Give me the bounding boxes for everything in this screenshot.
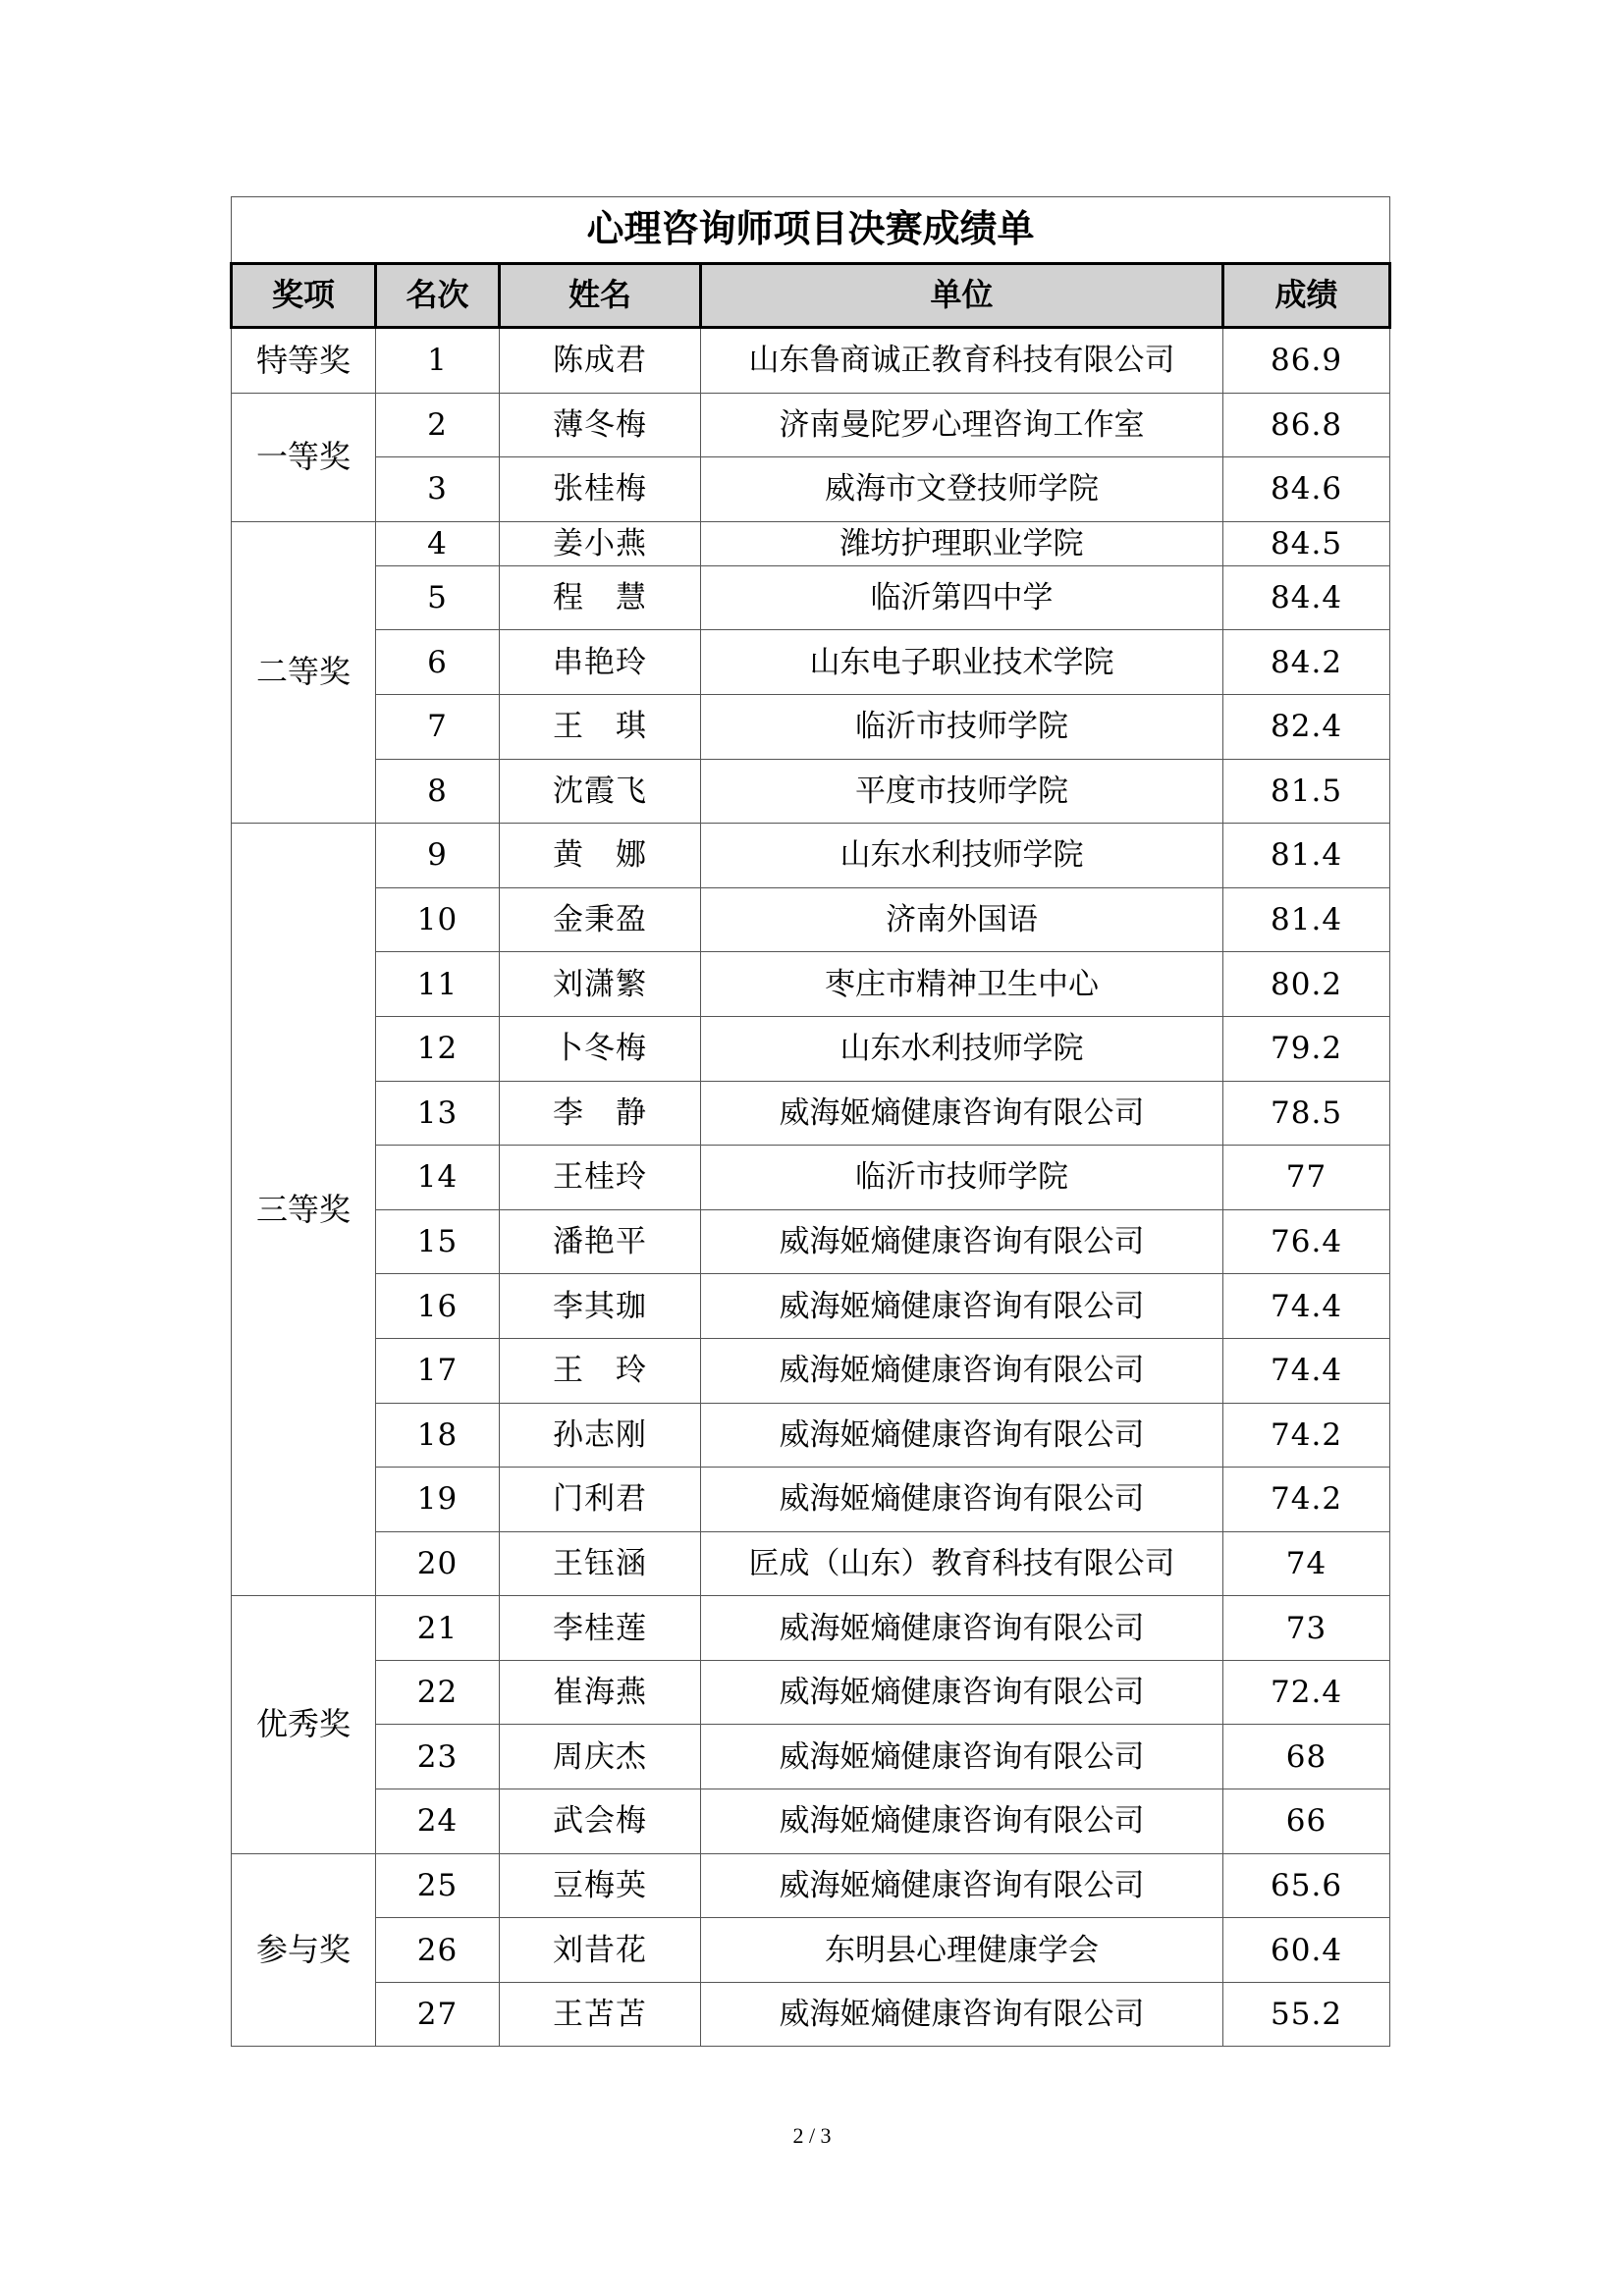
- header-name: 姓名: [500, 264, 701, 328]
- table-row: [232, 1016, 1390, 1081]
- unit-cell: 平度市技师学院: [701, 759, 1223, 824]
- score-cell: 79.2: [1223, 1016, 1390, 1081]
- table-row: [232, 1982, 1390, 2047]
- unit-cell: 东明县心理健康学会: [701, 1918, 1223, 1983]
- table-row: [232, 887, 1390, 952]
- table-row: [232, 824, 1390, 888]
- name-cell: 潘艳平: [500, 1209, 701, 1274]
- results-table: [230, 196, 1391, 2047]
- unit-cell: 临沂市技师学院: [701, 1146, 1223, 1210]
- table-row: [232, 1403, 1390, 1468]
- table-row: [232, 1274, 1390, 1339]
- unit-cell: 威海姬熵健康咨询有限公司: [701, 1725, 1223, 1789]
- table-row: [232, 1531, 1390, 1596]
- rank-cell: 10: [376, 887, 500, 952]
- score-cell: 74.4: [1223, 1274, 1390, 1339]
- score-cell: 60.4: [1223, 1918, 1390, 1983]
- unit-cell: 临沂第四中学: [701, 565, 1223, 630]
- rank-cell: 22: [376, 1660, 500, 1725]
- name-cell: 程 慧: [500, 565, 701, 630]
- table-row: [232, 759, 1390, 824]
- rank-cell: 16: [376, 1274, 500, 1339]
- table-row: [232, 1338, 1390, 1403]
- score-cell: 68: [1223, 1725, 1390, 1789]
- score-cell: 78.5: [1223, 1081, 1390, 1146]
- header-award: 奖项: [232, 264, 376, 328]
- unit-cell: 威海姬熵健康咨询有限公司: [701, 1468, 1223, 1532]
- rank-cell: 6: [376, 630, 500, 695]
- score-cell: 80.2: [1223, 952, 1390, 1017]
- name-cell: 刘潇繁: [500, 952, 701, 1017]
- table-row: [232, 1209, 1390, 1274]
- table-row: [232, 694, 1390, 759]
- table-row: [232, 328, 1390, 394]
- header-score: 成绩: [1223, 264, 1390, 328]
- name-cell: 孙志刚: [500, 1403, 701, 1468]
- rank-cell: 13: [376, 1081, 500, 1146]
- name-cell: 金秉盈: [500, 887, 701, 952]
- name-cell: 沈霞飞: [500, 759, 701, 824]
- rank-cell: 15: [376, 1209, 500, 1274]
- table-row: [232, 1725, 1390, 1789]
- name-cell: 崔海燕: [500, 1660, 701, 1725]
- table-row: [232, 565, 1390, 630]
- rank-cell: 3: [376, 457, 500, 522]
- header-row: [232, 264, 1390, 328]
- table-row: [232, 1918, 1390, 1983]
- rank-cell: 21: [376, 1596, 500, 1661]
- unit-cell: 威海姬熵健康咨询有限公司: [701, 1081, 1223, 1146]
- score-cell: 65.6: [1223, 1853, 1390, 1918]
- results-body: [232, 328, 1390, 2047]
- score-cell: 74: [1223, 1531, 1390, 1596]
- award-level: 三等奖: [232, 824, 376, 1596]
- table-row: [232, 1081, 1390, 1146]
- name-cell: 豆梅英: [500, 1853, 701, 1918]
- header-unit: 单位: [701, 264, 1223, 328]
- name-cell: 王桂玲: [500, 1146, 701, 1210]
- unit-cell: 匠成（山东）教育科技有限公司: [701, 1531, 1223, 1596]
- score-cell: 81.5: [1223, 759, 1390, 824]
- score-cell: 81.4: [1223, 824, 1390, 888]
- rank-cell: 5: [376, 565, 500, 630]
- score-cell: 84.5: [1223, 521, 1390, 565]
- unit-cell: 威海市文登技师学院: [701, 457, 1223, 522]
- score-cell: 74.4: [1223, 1338, 1390, 1403]
- table-row: [232, 1468, 1390, 1532]
- name-cell: 李桂莲: [500, 1596, 701, 1661]
- page-number: 2 / 3: [792, 2123, 832, 2148]
- name-cell: 姜小燕: [500, 521, 701, 565]
- rank-cell: 2: [376, 393, 500, 457]
- rank-cell: 11: [376, 952, 500, 1017]
- table-row: [232, 393, 1390, 457]
- table-row: [232, 1596, 1390, 1661]
- name-cell: 王 琪: [500, 694, 701, 759]
- name-cell: 门利君: [500, 1468, 701, 1532]
- table-row: [232, 1789, 1390, 1854]
- rank-cell: 1: [376, 328, 500, 394]
- name-cell: 李 静: [500, 1081, 701, 1146]
- header-rank: 名次: [376, 264, 500, 328]
- page-title: 心理咨询师项目决赛成绩单: [232, 197, 1390, 264]
- name-cell: 王苫苫: [500, 1982, 701, 2047]
- score-cell: 76.4: [1223, 1209, 1390, 1274]
- award-level: 一等奖: [232, 393, 376, 521]
- name-cell: 武会梅: [500, 1789, 701, 1854]
- score-cell: 74.2: [1223, 1403, 1390, 1468]
- award-level: 优秀奖: [232, 1596, 376, 1853]
- score-cell: 72.4: [1223, 1660, 1390, 1725]
- unit-cell: 威海姬熵健康咨询有限公司: [701, 1982, 1223, 2047]
- rank-cell: 7: [376, 694, 500, 759]
- rank-cell: 4: [376, 521, 500, 565]
- score-cell: 55.2: [1223, 1982, 1390, 2047]
- score-cell: 86.8: [1223, 393, 1390, 457]
- score-cell: 82.4: [1223, 694, 1390, 759]
- unit-cell: 山东水利技师学院: [701, 824, 1223, 888]
- name-cell: 王 玲: [500, 1338, 701, 1403]
- unit-cell: 威海姬熵健康咨询有限公司: [701, 1789, 1223, 1854]
- unit-cell: 威海姬熵健康咨询有限公司: [701, 1403, 1223, 1468]
- award-level: 参与奖: [232, 1853, 376, 2047]
- name-cell: 张桂梅: [500, 457, 701, 522]
- unit-cell: 济南曼陀罗心理咨询工作室: [701, 393, 1223, 457]
- table-row: [232, 1146, 1390, 1210]
- table-row: [232, 1660, 1390, 1725]
- score-cell: 86.9: [1223, 328, 1390, 394]
- name-cell: 王钰涵: [500, 1531, 701, 1596]
- unit-cell: 威海姬熵健康咨询有限公司: [701, 1209, 1223, 1274]
- award-level: 二等奖: [232, 521, 376, 823]
- rank-cell: 9: [376, 824, 500, 888]
- score-cell: 74.2: [1223, 1468, 1390, 1532]
- rank-cell: 27: [376, 1982, 500, 2047]
- score-cell: 84.4: [1223, 565, 1390, 630]
- score-cell: 81.4: [1223, 887, 1390, 952]
- rank-cell: 20: [376, 1531, 500, 1596]
- unit-cell: 山东水利技师学院: [701, 1016, 1223, 1081]
- name-cell: 李其珈: [500, 1274, 701, 1339]
- unit-cell: 临沂市技师学院: [701, 694, 1223, 759]
- unit-cell: 威海姬熵健康咨询有限公司: [701, 1338, 1223, 1403]
- table-row: [232, 457, 1390, 522]
- rank-cell: 17: [376, 1338, 500, 1403]
- rank-cell: 18: [376, 1403, 500, 1468]
- table-row: [232, 630, 1390, 695]
- score-cell: 84.2: [1223, 630, 1390, 695]
- score-cell: 84.6: [1223, 457, 1390, 522]
- name-cell: 黄 娜: [500, 824, 701, 888]
- unit-cell: 威海姬熵健康咨询有限公司: [701, 1596, 1223, 1661]
- award-level: 特等奖: [232, 328, 376, 394]
- unit-cell: 威海姬熵健康咨询有限公司: [701, 1660, 1223, 1725]
- unit-cell: 山东鲁商诚正教育科技有限公司: [701, 328, 1223, 394]
- table-row: [232, 952, 1390, 1017]
- rank-cell: 25: [376, 1853, 500, 1918]
- name-cell: 卜冬梅: [500, 1016, 701, 1081]
- table-row: [232, 521, 1390, 565]
- unit-cell: 山东电子职业技术学院: [701, 630, 1223, 695]
- rank-cell: 19: [376, 1468, 500, 1532]
- unit-cell: 枣庄市精神卫生中心: [701, 952, 1223, 1017]
- score-cell: 73: [1223, 1596, 1390, 1661]
- name-cell: 刘昔花: [500, 1918, 701, 1983]
- rank-cell: 24: [376, 1789, 500, 1854]
- rank-cell: 23: [376, 1725, 500, 1789]
- name-cell: 串艳玲: [500, 630, 701, 695]
- rank-cell: 14: [376, 1146, 500, 1210]
- name-cell: 陈成君: [500, 328, 701, 394]
- rank-cell: 12: [376, 1016, 500, 1081]
- score-cell: 66: [1223, 1789, 1390, 1854]
- unit-cell: 威海姬熵健康咨询有限公司: [701, 1853, 1223, 1918]
- rank-cell: 8: [376, 759, 500, 824]
- score-cell: 77: [1223, 1146, 1390, 1210]
- unit-cell: 潍坊护理职业学院: [701, 521, 1223, 565]
- rank-cell: 26: [376, 1918, 500, 1983]
- name-cell: 薄冬梅: [500, 393, 701, 457]
- unit-cell: 济南外国语: [701, 887, 1223, 952]
- unit-cell: 威海姬熵健康咨询有限公司: [701, 1274, 1223, 1339]
- table-row: [232, 1853, 1390, 1918]
- name-cell: 周庆杰: [500, 1725, 701, 1789]
